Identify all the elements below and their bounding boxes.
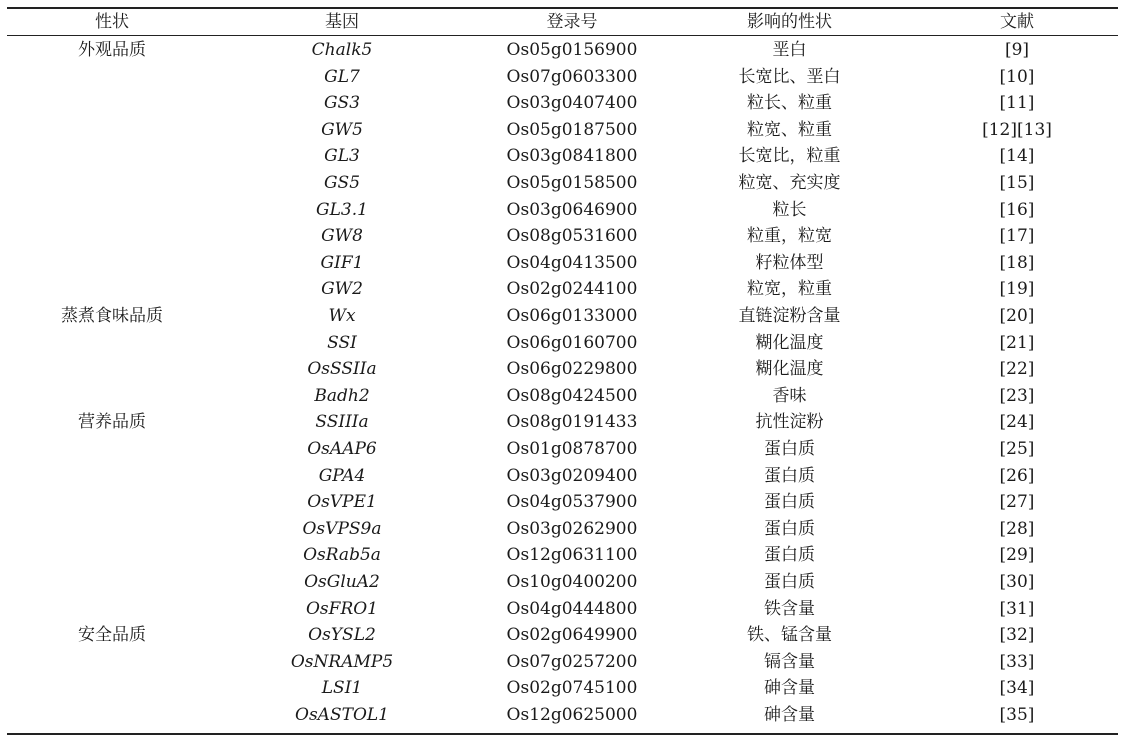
trait-cell <box>37 436 187 463</box>
gene-cell: OsGluA2 <box>304 572 380 592</box>
table-row <box>7 197 1118 224</box>
trait-cell <box>37 569 187 596</box>
effect-cell: 香味 <box>772 385 807 406</box>
trait-cell <box>37 383 187 410</box>
effect-cell: 粒宽、充实度 <box>738 173 841 193</box>
effect-cell: 抗性淀粉 <box>755 412 824 433</box>
gene-cell: GW8 <box>321 226 363 247</box>
trait-cell <box>37 170 187 197</box>
trait-cell <box>37 596 187 623</box>
accession-cell: Os06g0229800 <box>506 359 638 380</box>
reference-cell: [34] <box>999 678 1035 699</box>
accession-cell: Os12g0631100 <box>506 545 638 566</box>
effect-cell: 蛋白质 <box>764 572 815 592</box>
effect-cell: 铁含量 <box>764 598 815 619</box>
header-effect: 影响的性状 <box>747 12 832 32</box>
gene-cell: OsFRO1 <box>305 598 378 619</box>
reference-cell: [32] <box>999 625 1035 646</box>
accession-cell: Os04g0413500 <box>506 252 638 273</box>
table-row <box>7 303 1118 330</box>
accession-cell: Os07g0257200 <box>506 651 638 672</box>
accession-cell: Os02g0745100 <box>506 678 638 699</box>
effect-cell: 粒重，粒宽 <box>747 226 832 247</box>
table-header-row <box>7 9 1118 36</box>
reference-cell: [16] <box>999 199 1035 220</box>
accession-cell: Os08g0531600 <box>506 226 638 247</box>
gene-cell: OsAAP6 <box>307 439 377 459</box>
accession-cell: Os03g0407400 <box>506 93 638 114</box>
header-accession: 登录号 <box>546 12 598 32</box>
effect-cell: 蛋白质 <box>764 545 815 566</box>
gene-cell: GL3 <box>324 146 360 167</box>
gene-cell: OsYSL2 <box>308 625 376 646</box>
effect-cell: 蛋白质 <box>764 492 815 513</box>
gene-cell: Badh2 <box>314 385 370 406</box>
reference-cell: [9] <box>1004 40 1030 60</box>
trait-cell: 蒸煮食味品质 <box>61 306 163 326</box>
reference-cell: [31] <box>999 598 1035 619</box>
accession-cell: Os06g0160700 <box>506 332 638 353</box>
table-row <box>7 223 1118 250</box>
table-row <box>7 596 1118 623</box>
effect-cell: 垩白 <box>772 40 807 60</box>
reference-cell: [25] <box>999 439 1035 459</box>
accession-cell: Os02g0649900 <box>506 625 638 646</box>
gene-cell: SSI <box>327 332 357 353</box>
gene-cell: OsASTOL1 <box>295 705 389 725</box>
effect-cell: 长宽比，粒重 <box>738 146 841 167</box>
gene-cell: Chalk5 <box>311 40 373 60</box>
reference-cell: [27] <box>999 492 1035 513</box>
effect-cell: 粒宽，粒重 <box>747 279 832 300</box>
table-row <box>7 409 1118 436</box>
reference-cell: [30] <box>999 572 1035 592</box>
table-row <box>7 542 1118 569</box>
gene-cell: OsVPS9a <box>302 518 382 539</box>
accession-cell: Os01g0878700 <box>506 439 638 459</box>
table-row <box>7 649 1118 676</box>
trait-cell <box>37 489 187 516</box>
gene-cell: OsVPE1 <box>307 492 377 513</box>
table-row <box>7 117 1118 144</box>
effect-cell: 糊化温度 <box>755 359 824 380</box>
trait-cell <box>37 702 187 729</box>
trait-cell <box>37 276 187 303</box>
reference-cell: [20] <box>999 306 1035 326</box>
reference-cell: [22] <box>999 359 1035 380</box>
reference-cell: [12][13] <box>982 119 1052 140</box>
table-row <box>7 463 1118 490</box>
effect-cell: 粒长、粒重 <box>747 93 832 114</box>
reference-cell: [28] <box>999 518 1035 539</box>
reference-cell: [24] <box>999 412 1035 433</box>
effect-cell: 籽粒体型 <box>755 252 824 273</box>
gene-cell: GS5 <box>323 173 361 193</box>
gene-cell: LSI1 <box>321 678 363 699</box>
table-row <box>7 675 1118 702</box>
accession-cell: Os05g0156900 <box>506 40 638 60</box>
trait-cell <box>37 64 187 91</box>
table-row <box>7 37 1118 64</box>
trait-cell <box>37 675 187 702</box>
header-trait: 性状 <box>95 12 129 32</box>
gene-cell: GPA4 <box>318 465 366 486</box>
effect-cell: 粒宽、粒重 <box>747 119 832 140</box>
table-header-rule <box>7 35 1118 36</box>
accession-cell: Os04g0537900 <box>506 492 638 513</box>
reference-cell: [23] <box>999 385 1035 406</box>
accession-cell: Os03g0646900 <box>506 199 638 220</box>
table-row <box>7 356 1118 383</box>
reference-cell: [15] <box>999 173 1035 193</box>
table-row <box>7 516 1118 543</box>
accession-cell: Os03g0209400 <box>506 465 638 486</box>
accession-cell: Os06g0133000 <box>506 306 638 326</box>
table-row <box>7 90 1118 117</box>
gene-cell: SSIIIa <box>315 412 369 433</box>
reference-cell: [29] <box>999 545 1035 566</box>
accession-cell: Os03g0262900 <box>506 518 638 539</box>
reference-cell: [11] <box>999 93 1035 114</box>
gene-cell: OsSSIIa <box>307 359 377 380</box>
table-row <box>7 569 1118 596</box>
accession-cell: Os04g0444800 <box>506 598 638 619</box>
trait-cell <box>37 197 187 224</box>
table-bottom-rule <box>7 733 1118 735</box>
effect-cell: 直链淀粉含量 <box>738 306 841 326</box>
reference-cell: [33] <box>999 651 1035 672</box>
trait-cell <box>37 223 187 250</box>
accession-cell: Os05g0158500 <box>506 173 638 193</box>
trait-cell <box>37 356 187 383</box>
effect-cell: 粒长 <box>772 199 807 220</box>
table-row <box>7 622 1118 649</box>
accession-cell: Os07g0603300 <box>506 66 638 87</box>
accession-cell: Os12g0625000 <box>506 705 638 725</box>
accession-cell: Os10g0400200 <box>506 572 638 592</box>
table-row <box>7 489 1118 516</box>
trait-cell: 安全品质 <box>78 625 146 646</box>
gene-cell: GW2 <box>321 279 363 300</box>
table-row <box>7 143 1118 170</box>
gene-cell: Wx <box>328 306 356 326</box>
gene-cell: GIF1 <box>320 252 364 273</box>
effect-cell: 长宽比、垩白 <box>738 66 841 87</box>
reference-cell: [18] <box>999 252 1035 273</box>
table-row <box>7 64 1118 91</box>
table-row <box>7 250 1118 277</box>
reference-cell: [14] <box>999 146 1035 167</box>
trait-cell <box>37 649 187 676</box>
effect-cell: 砷含量 <box>764 678 815 699</box>
trait-cell <box>37 463 187 490</box>
effect-cell: 镉含量 <box>764 651 815 672</box>
reference-cell: [19] <box>999 279 1035 300</box>
effect-cell: 蛋白质 <box>764 439 815 459</box>
gene-cell: GL3.1 <box>316 199 368 220</box>
header-gene: 基因 <box>325 12 359 32</box>
reference-cell: [10] <box>999 66 1035 87</box>
gene-cell: GW5 <box>321 119 363 140</box>
trait-cell <box>37 117 187 144</box>
effect-cell: 铁、锰含量 <box>747 625 832 646</box>
trait-cell <box>37 330 187 357</box>
trait-cell <box>37 542 187 569</box>
gene-cell: GL7 <box>324 66 360 87</box>
table-row <box>7 702 1118 729</box>
trait-cell: 营养品质 <box>78 412 146 433</box>
effect-cell: 砷含量 <box>764 705 815 725</box>
table-row <box>7 383 1118 410</box>
gene-cell: OsNRAMP5 <box>290 651 394 672</box>
table-row <box>7 276 1118 303</box>
trait-cell: 外观品质 <box>78 40 146 60</box>
effect-cell: 蛋白质 <box>764 518 815 539</box>
reference-cell: [17] <box>999 226 1035 247</box>
header-reference: 文献 <box>1000 12 1034 32</box>
trait-cell <box>37 516 187 543</box>
reference-cell: [26] <box>999 465 1035 486</box>
accession-cell: Os02g0244100 <box>506 279 638 300</box>
gene-cell: OsRab5a <box>303 545 381 566</box>
trait-cell <box>37 143 187 170</box>
table-row <box>7 330 1118 357</box>
accession-cell: Os08g0191433 <box>506 412 638 433</box>
table-row <box>7 170 1118 197</box>
trait-cell <box>37 250 187 277</box>
accession-cell: Os03g0841800 <box>506 146 638 167</box>
accession-cell: Os08g0424500 <box>506 385 638 406</box>
table-row <box>7 436 1118 463</box>
gene-cell: GS3 <box>323 93 361 114</box>
effect-cell: 糊化温度 <box>755 332 824 353</box>
trait-cell <box>37 90 187 117</box>
reference-cell: [35] <box>999 705 1035 725</box>
effect-cell: 蛋白质 <box>764 465 815 486</box>
reference-cell: [21] <box>999 332 1035 353</box>
accession-cell: Os05g0187500 <box>506 119 638 140</box>
